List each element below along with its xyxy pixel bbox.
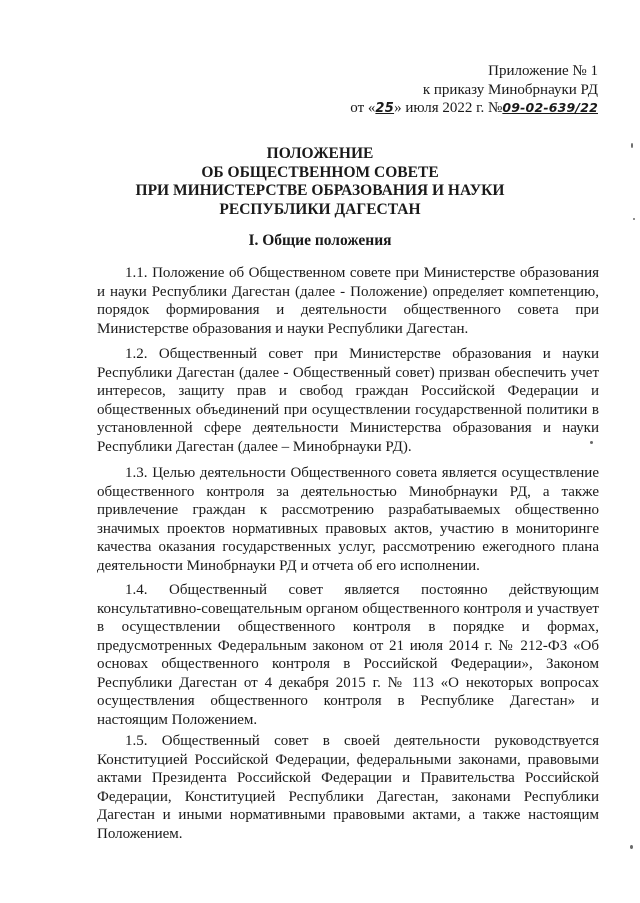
appendix-header bbox=[350, 62, 598, 119]
paragraph-1-1: 1.1. Положение об Общественном совете при Министерстве образования и науки Республики Дагестан (далее - Положение) определяет компетенцию, порядок формирования и деятельности общественного совета при Министерстве образования и науки Республики Дагестан. bbox=[97, 265, 599, 337]
appendix-line-1: Приложение № 1 bbox=[488, 63, 598, 79]
appendix-line-3 bbox=[350, 99, 598, 119]
order-date-middle: » июля 2022 г. № bbox=[394, 100, 503, 116]
paragraph-1-3: 1.3. Целью деятельности Общественного совета является осуществление общественного контроля за деятельностью Минобрнауки РД, а также привлечение граждан к рассмотрению разрабатываемых общественно значимых проектов нормативных правовых актов, участию в мониторинге качества оказания государственных услуг, рассмотрению ежегодного плана деятельности Минобрнауки РД и отчета об его исполнении. bbox=[97, 465, 599, 574]
scan-speck bbox=[633, 218, 635, 220]
document-title bbox=[0, 145, 640, 219]
section-heading: I. Общие положения bbox=[248, 232, 392, 249]
paragraph-1-2: 1.2. Общественный совет при Министерстве образования и науки Республики Дагестан (далее - Общественный совет) призван обеспечить учет интересов, защиту прав и свобод граждан Российской Федерации и общественных объединений при осуществлении государственной политики в установленной сфере деятельности Министерства образования и науки Республики Дагестан (далее – Минобрнауки РД). bbox=[97, 346, 599, 455]
title-line-2: ОБ ОБЩЕСТВЕННОМ СОВЕТЕ bbox=[201, 163, 439, 181]
title-line-4: РЕСПУБЛИКИ ДАГЕСТАН bbox=[219, 200, 421, 218]
title-line-3: ПРИ МИНИСТЕРСТВЕ ОБРАЗОВАНИЯ И НАУКИ bbox=[135, 182, 505, 199]
handwritten-order-number: 09-02-639/22 bbox=[502, 100, 598, 115]
paragraph-1-5: 1.5. Общественный совет в своей деятельности руководствуется Конституцией Российской Федерации, федеральными законами, правовыми актами Президента Российской Федерации и Правительства Российской Федерации, Конституцией Республики Дагестан, законами Республики Дагестан и иными нормативными правовыми актами, а также настоящим Положением. bbox=[97, 733, 599, 842]
scan-speck bbox=[590, 441, 593, 444]
scan-speck bbox=[631, 143, 633, 148]
handwritten-day: 25 bbox=[375, 101, 395, 116]
title-line-1: ПОЛОЖЕНИЕ bbox=[266, 145, 374, 162]
appendix-line-2: к приказу Минобрнауки РД bbox=[422, 81, 598, 98]
paragraph-1-4: 1.4. Общественный совет является постоянно действующим консультативно-совещательным органом общественного контроля и участвует в осуществлении общественного контроля в порядке и формах, предусмотренных Федеральным законом от 21 июля 2014 г. № 212-ФЗ «Об основах общественного контроля в Российской Федерации», Законом Республики Дагестан от 4 декабря 2015 г. № 113 «О некоторых вопросах осуществления общественного контроля в Республике Дагестан» и настоящим Положением. bbox=[97, 582, 599, 728]
order-date-prefix: от « bbox=[350, 100, 376, 116]
scan-speck bbox=[630, 845, 633, 849]
